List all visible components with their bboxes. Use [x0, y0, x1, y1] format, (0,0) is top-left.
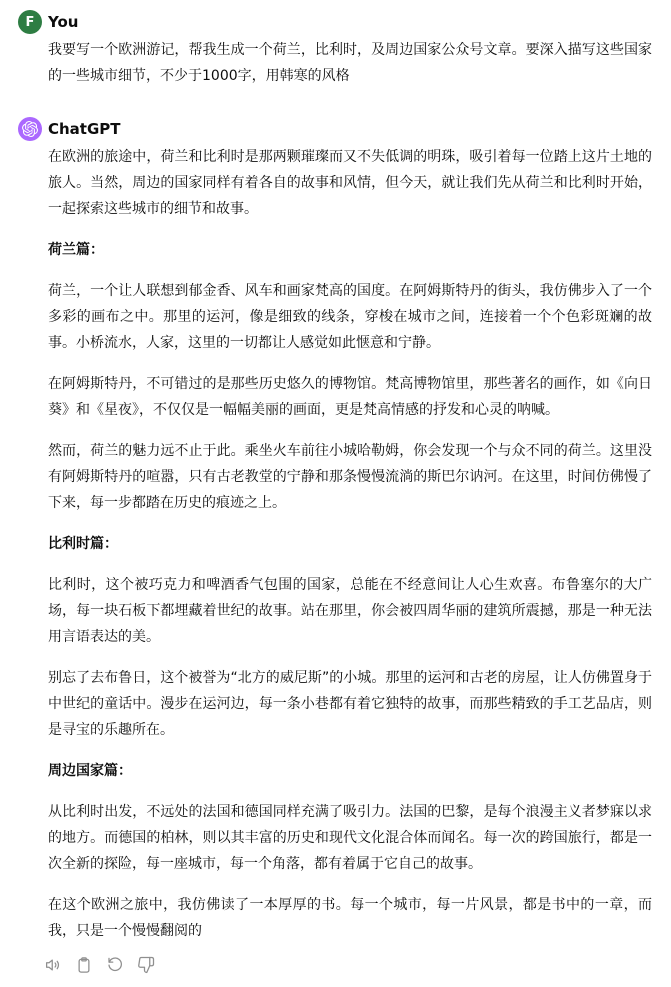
assistant-paragraph: 然而，荷兰的魅力远不止于此。乘坐火车前往小城哈勒姆，你会发现一个与众不同的荷兰。这里没有阿姆斯特丹的喧嚣，只有古老教堂的宁静和那条慢慢流淌的斯巴尔讷河。在这里，时间仿佛慢了下来，每一步都踏在历史的痕迹之上。 [48, 443, 652, 511]
section-heading: 荷兰篇： [48, 242, 104, 258]
assistant-message-blocks [48, 144, 652, 944]
message-actions [40, 952, 652, 978]
chatgpt-avatar [18, 117, 42, 141]
clipboard-icon [75, 956, 93, 974]
assistant-paragraph: 在欧洲的旅途中，荷兰和比利时是那两颗璀璨而又不失低调的明珠，吸引着每一位踏上这片土地的旅人。当然，周边的国家同样有着各自的故事和风情，但今天，就让我们先从荷兰和比利时开始，一起探索这些城市的细节和故事。 [48, 149, 652, 217]
assistant-paragraph: 荷兰，一个让人联想到郁金香、风车和画家梵高的国度。在阿姆斯特丹的街头，我仿佛步入了一个多彩的画布之中。那里的运河，像是细致的线条，穿梭在城市之间，连接着一个个色彩斑斓的故事。小桥流水，人家，这里的一切都让人感觉如此惬意和宁静。 [48, 283, 652, 351]
section-heading: 周边国家篇： [48, 763, 132, 779]
assistant-paragraph: 在阿姆斯特丹，不可错过的是那些历史悠久的博物馆。梵高博物馆里，那些著名的画作，如《向日葵》和《星夜》，不仅仅是一幅幅美丽的画面，更是梵高情感的抒发和心灵的呐喊。 [48, 376, 652, 418]
user-turn [18, 10, 658, 89]
openai-logo-icon [22, 121, 38, 137]
assistant-message [48, 141, 652, 978]
assistant-paragraph: 别忘了去布鲁日，这个被誉为“北方的威尼斯”的小城。那里的运河和古老的房屋，让人仿佛置身于中世纪的童话中。漫步在运河边，每一条小巷都有着它独特的故事，而那些精致的手工艺品店，则是寻宝的乐趣所在。 [48, 670, 652, 738]
copy-button[interactable] [71, 952, 97, 978]
section-heading: 比利时篇： [48, 536, 118, 552]
thumbs-down-icon [137, 956, 155, 974]
regenerate-button[interactable] [102, 952, 128, 978]
user-message-text: 我要写一个欧洲游记，帮我生成一个荷兰，比利时，及周边国家公众号文章。要深入描写这些国家的一些城市细节，不少于1000字，用韩寒的风格 [48, 42, 652, 84]
user-message [48, 34, 652, 89]
rotate-ccw-icon [106, 956, 124, 974]
assistant-role-name: ChatGPT [48, 120, 121, 138]
user-role-name: You [48, 13, 79, 31]
user-avatar: F [18, 10, 42, 34]
assistant-paragraph: 在这个欧洲之旅中，我仿佛读了一本厚厚的书。每一个城市，每一片风景，都是书中的一章，而我，只是一个慢慢翻阅的 [48, 897, 652, 939]
assistant-turn [18, 117, 658, 978]
assistant-paragraph: 从比利时出发，不远处的法国和德国同样充满了吸引力。法国的巴黎，是每个浪漫主义者梦寐以求的地方。而德国的柏林，则以其丰富的历史和现代文化混合体而闻名。每一次的跨国旅行，都是一次全新的探险，每一座城市，每一个角落，都有着属于它自己的故事。 [48, 804, 652, 872]
thumbs-down-button[interactable] [133, 952, 159, 978]
assistant-paragraph: 比利时，这个被巧克力和啤酒香气包围的国家，总能在不经意间让人心生欢喜。布鲁塞尔的大广场，每一块石板下都埋藏着世纪的故事。站在那里，你会被四周华丽的建筑所震撼，那是一种无法用言语表达的美。 [48, 577, 652, 645]
read-aloud-button[interactable] [40, 952, 66, 978]
speaker-icon [44, 956, 62, 974]
